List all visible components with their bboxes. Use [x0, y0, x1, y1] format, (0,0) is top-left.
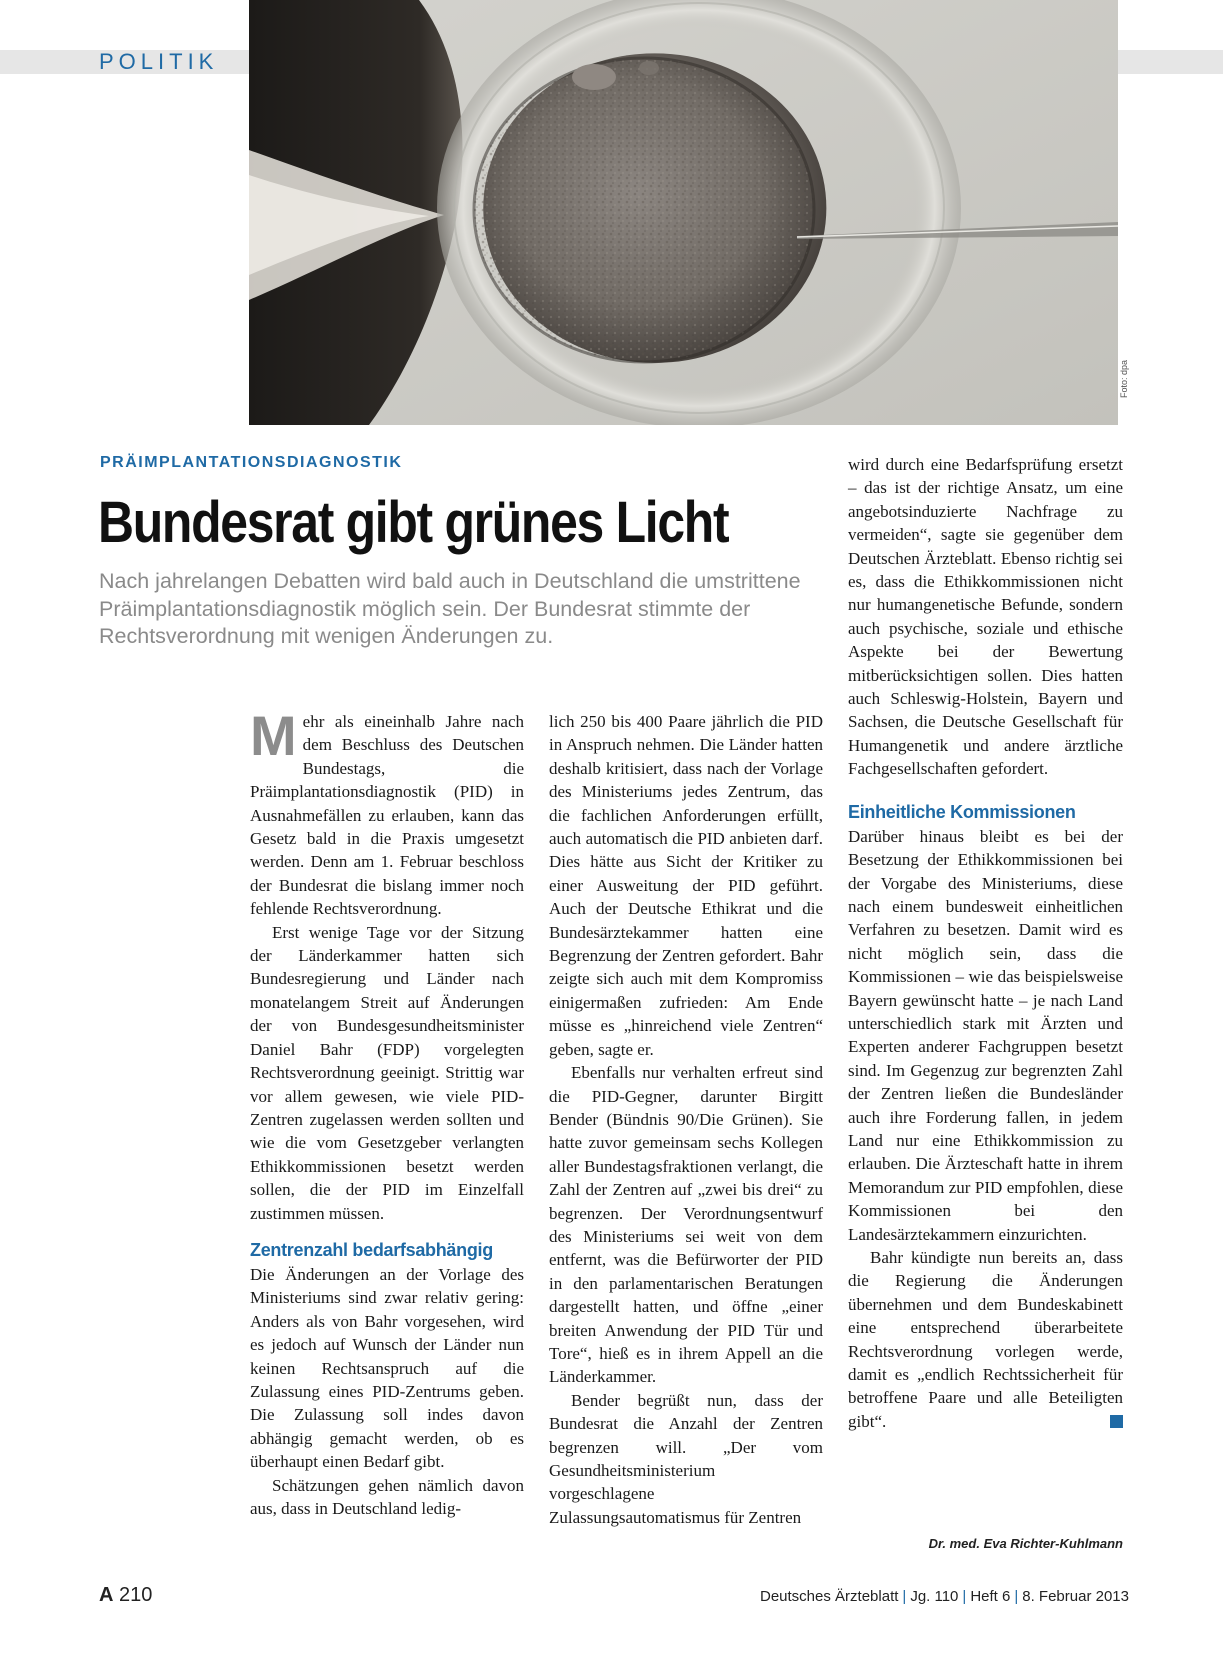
subheading: Zentrenzahl bedarfsabhängig: [250, 1239, 493, 1260]
paragraph: [848, 1246, 1123, 1433]
paragraph: Schätzungen gehen nämlich davon aus, dass in Deutschland ledig-: [250, 1475, 524, 1518]
separator: |: [902, 1588, 907, 1605]
header-band-right: [1118, 50, 1223, 74]
paragraph: Die Änderungen an der Vorlage des Ministeriums sind zwar relativ gering: Anders als von Bahr vorgesehen, wird es jedoch auf Wunsch der Länder nun keinen Rechtsanspruch auf die Zulassung eines PID-Zentrums geben. Die Zulassung soll indes davon abhängig gemacht werden, ob es überhaupt einen Bedarf gibt.: [250, 1264, 524, 1472]
article-column-3: [848, 453, 1123, 1433]
journal-name: Deutsches Ärzteblatt: [760, 1588, 899, 1605]
paragraph: Bender begrüßt nun, dass der Bundesrat die Anzahl der Zentren begrenzen will. „Der vom Gesundheitsministerium vorgeschlagene Zulassungsautomatismus für Zentren: [549, 1390, 823, 1527]
paragraph-text: Bahr kündigte nun bereits an, dass die Regierung die Änderungen übernehmen und dem Bundeskabinett eine entsprechend überarbeitete Rechtsverordnung vorlegen werde, damit es „endlich Rechtssicherheit für betroffene Paare und alle Beteiligten gibt“.: [848, 1248, 1123, 1431]
volume: Jg. 110: [910, 1588, 959, 1605]
article-column-2: [549, 710, 823, 1529]
page-prefix: A: [99, 1584, 114, 1606]
paragraph-text: ehr als eineinhalb Jahre nach dem Beschluss des Deutschen Bundestags, die Präimplantationsdiagnostik (PID) in Ausnahmefällen zu erlauben, kann das Gesetz bald in die Praxis umgesetzt werden. Denn am 1. Februar beschloss der Bundesrat die bislang immer noch fehlende Rechtsverordnung.: [250, 712, 524, 919]
footer-publication-info: [760, 1588, 1129, 1605]
hero-photo: [249, 0, 1118, 425]
paragraph: Darüber hinaus bleibt es bei der Besetzung der Ethikkommissionen bei der Vorgabe des Ministeriums, diese nach einem bundesweit einheitlichen Verfahren zu besetzen. Damit wird es nicht möglich sein, dass die Kommissionen – wie das beispielsweise Bayern gewünscht hatte – je nach Land unterschiedlich stark mit Ärzten und Experten anderer Fachgruppen besetzt sind. Im Gegenzug zur begrenzten Zahl der Zentren ließen die Bundesländer auch ihre Forderung fallen, in jedem Land nur eine Ethikkommission zu erlauben. Die Ärzteschaft hatte in ihrem Memorandum zur PID empfohlen, diese Kommissionen bei den Landesärztekammern einzurichten.: [848, 826, 1123, 1244]
separator: |: [1014, 1588, 1019, 1605]
issue-date: 8. Februar 2013: [1022, 1588, 1129, 1605]
page-number: [99, 1584, 152, 1607]
headline: Bundesrat gibt grünes Licht: [98, 490, 729, 555]
author-byline: Dr. med. Eva Richter-Kuhlmann: [928, 1536, 1123, 1551]
drop-cap: M: [250, 704, 297, 767]
separator: |: [962, 1588, 967, 1605]
paragraph: wird durch eine Bedarfsprüfung ersetzt – das ist der richtige Ansatz, um eine angebotsinduzierte Nachfrage zu vermeiden“, sagte sie gegenüber dem Deutschen Ärzteblatt. Ebenso richtig sei es, dass die Ethikkommissionen nicht nur humangenetische Befunde, sondern auch psychische, soziale und ethische Aspekte bei der Bewertung mitberücksichtigen sollen. Dies hatten auch Schleswig-Holstein, Bayern und Sachsen, die Deutsche Gesellschaft für Humangenetik und andere ärztliche Fachgesellschaften gefordert.: [848, 455, 1123, 779]
paragraph: [250, 704, 524, 921]
paragraph: lich 250 bis 400 Paare jährlich die PID in Anspruch nehmen. Die Länder hatten deshalb kritisiert, dass nach der Vorlage des Ministeriums jedes Zentrum, das die fachlichen Anforderungen erfüllt, auch automatisch die PID anbieten darf. Dies hätte aus Sicht der Kritiker zu einer Ausweitung der PID geführt. Auch der Deutsche Ethikrat und die Bundesärztekammer hatten eine Begrenzung der Zentren gefordert. Bahr zeigte sich auch mit dem Kompromiss einigermaßen zufrieden: Am Ende müsse es „hinreichend viele Zentren“ geben, sagte er.: [549, 712, 823, 1059]
issue: Heft 6: [970, 1588, 1011, 1605]
end-mark-icon: [1110, 1415, 1123, 1428]
lead-paragraph: Nach jahrelangen Debatten wird bald auch in Deutschland die umstrittene Präimplantationsdiagnostik möglich sein. Der Bundesrat stimmte der Rechtsverordnung mit wenigen Änderungen zu.: [99, 569, 801, 648]
paragraph: Ebenfalls nur verhalten erfreut sind die PID-Gegner, darunter Birgitt Bender (Bündnis 90/Die Grünen). Sie hatte zuvor gemeinsam sechs Kollegen aller Bundestagsfraktionen verlangt, die Zahl der Zentren auf „zwei bis drei“ zu begrenzen. Der Verordnungsentwurf des Ministeriums sei weit von dem entfernt, was die Befürworter der PID in den parlamentarischen Beratungen dargestellt hatten, und öffne „einer breiten Anwendung der PID Tür und Tore“, hieß es in ihrem Appell an die Länderkammer.: [549, 1063, 823, 1387]
paragraph: Erst wenige Tage vor der Sitzung der Länderkammer hatten sich Bundesregierung und Länder nach monatelangem Streit auf Änderungen der von Bundesgesundheitsminister Daniel Bahr (FDP) vorgelegten Rechtsverordnung geeinigt. Strittig war vor allem gewesen, wie viele PID-Zentren zugelassen werden sollten und wie die vom Gesetzgeber verlangten Ethikkommissionen besetzt werden sollen, die der PID im Einzelfall zustimmen müssen.: [250, 922, 524, 1223]
photo-credit: Foto: dpa: [1119, 359, 1129, 398]
kicker: PRÄIMPLANTATIONSDIAGNOSTIK: [100, 454, 403, 471]
section-label: POLITIK: [99, 49, 219, 74]
page-number-value: 210: [119, 1584, 153, 1606]
subheading: Einheitliche Kommissionen: [848, 801, 1076, 822]
article-column-1: [250, 704, 524, 1520]
